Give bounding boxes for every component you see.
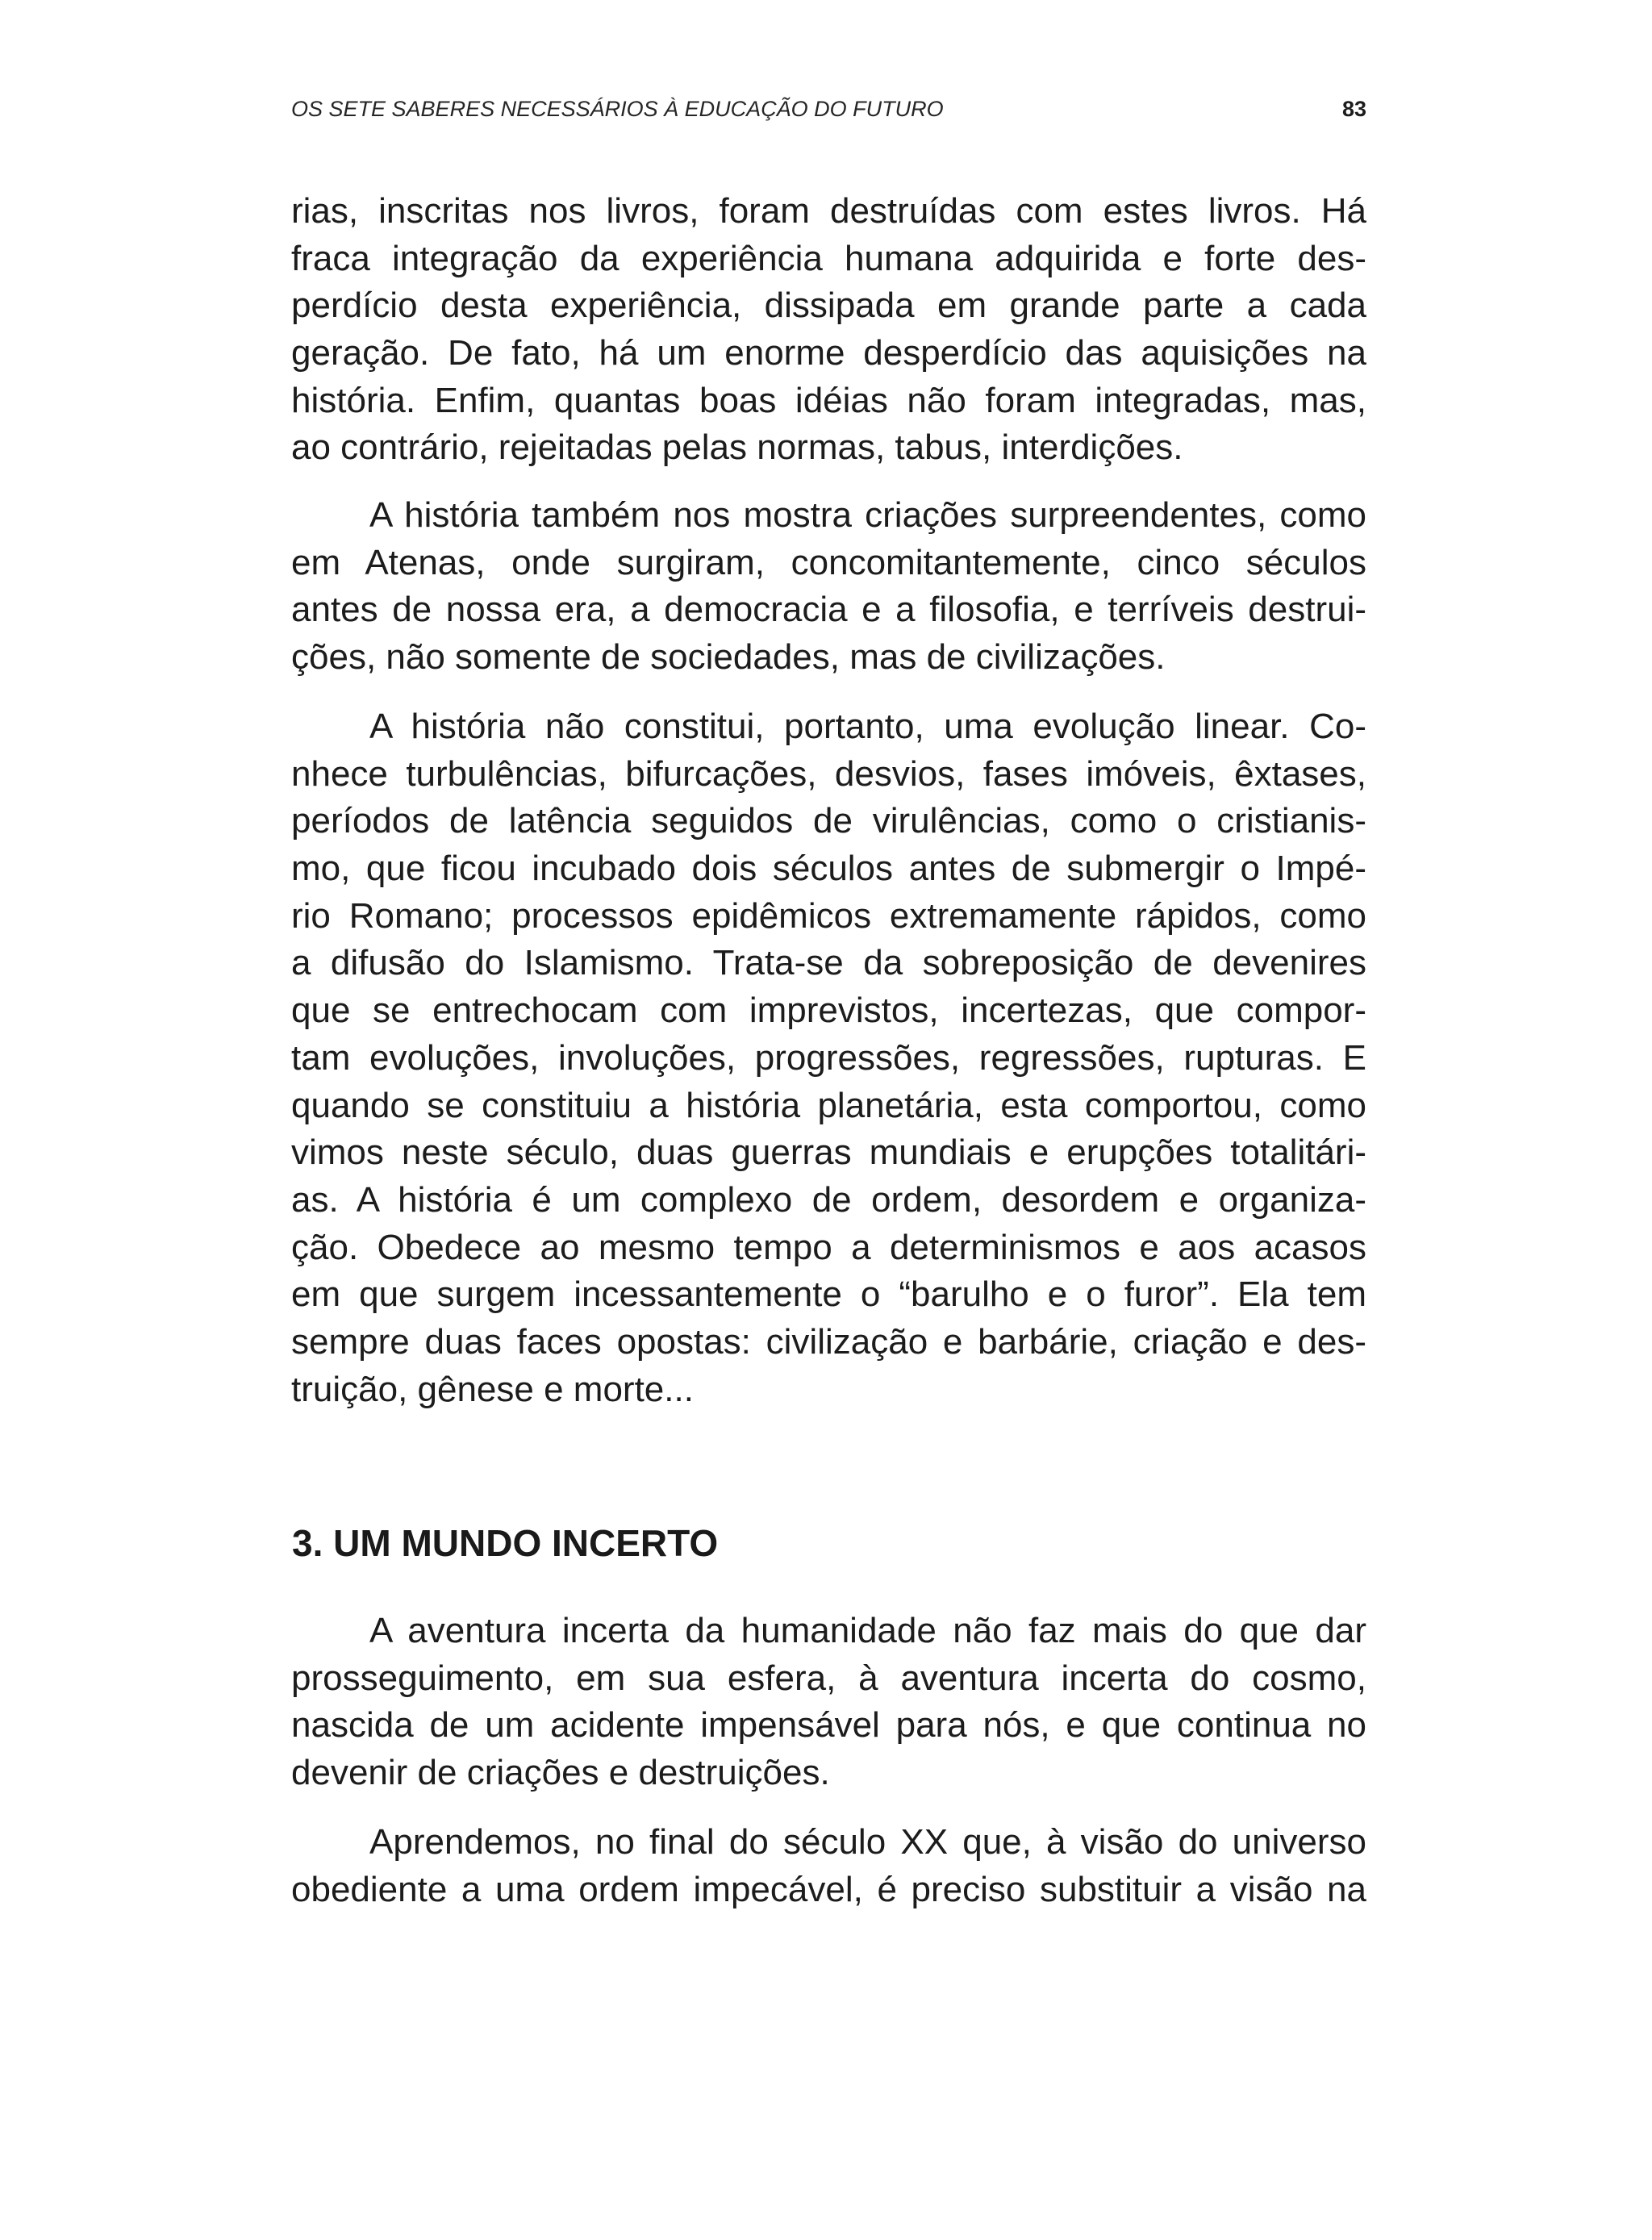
text-line: A história também nos mostra criações surpreendentes, como	[369, 495, 1366, 535]
text-line: obediente a uma ordem impecável, é preciso substituir a visão na	[291, 1869, 1366, 1909]
text-line: perdício desta experiência, dissipada em grande parte a cada	[291, 286, 1366, 326]
paragraph	[291, 1608, 1366, 1797]
text-line: rias, inscritas nos livros, foram destruídas com estes livros. Há	[291, 191, 1366, 231]
text-line: em que surgem incessantemente o “barulho e o furor”. Ela tem	[291, 1274, 1366, 1315]
text-line: prosseguimento, em sua esfera, à aventura incerta do cosmo,	[291, 1658, 1366, 1698]
text-line: a difusão do Islamismo. Trata-se da sobreposição de devenires	[291, 943, 1366, 983]
text-line: devenir de criações e destruições.	[291, 1753, 830, 1793]
text-line: A história não constitui, portanto, uma evolução linear. Co-	[369, 707, 1366, 746]
text-line: fraca integração da experiência humana adquirida e forte des-	[291, 238, 1366, 278]
text-line: geração. De fato, há um enorme desperdício das aquisições na	[291, 333, 1366, 373]
text-line: truição, gênese e morte...	[291, 1369, 694, 1409]
text-line: vimos neste século, duas guerras mundiais e erupções totalitári-	[291, 1133, 1366, 1173]
paragraph	[291, 1819, 1366, 1913]
running-header	[291, 94, 1366, 123]
text-line: as. A história é um complexo de ordem, desordem e organiza-	[291, 1179, 1366, 1220]
text-line: sempre duas faces opostas: civilização e barbárie, criação e des-	[291, 1321, 1366, 1362]
text-line: A aventura incerta da humanidade não faz mais do que dar	[369, 1611, 1366, 1650]
text-line: mo, que ficou incubado dois séculos antes de submergir o Impé-	[291, 849, 1366, 889]
text-line: história. Enfim, quantas boas idéias não foram integradas, mas,	[291, 380, 1366, 420]
text-line: Aprendemos, no final do século XX que, à visão do universo	[369, 1822, 1366, 1862]
running-title: OS SETE SABERES NECESSÁRIOS À EDUCAÇÃO DO FUTURO	[291, 97, 944, 121]
text-line: rio Romano; processos epidêmicos extremamente rápidos, como	[291, 895, 1366, 936]
text-line: nascida de um acidente impensável para nós, e que continua no	[291, 1705, 1366, 1746]
text-line: em Atenas, onde surgiram, concomitantemente, cinco séculos	[291, 542, 1366, 582]
text-line: que se entrechocam com imprevistos, incertezas, que compor-	[291, 991, 1366, 1031]
text-line: quando se constituiu a história planetária, esta comportou, como	[291, 1085, 1366, 1125]
text-line: tam evoluções, involuções, progressões, regressões, rupturas. E	[291, 1037, 1366, 1078]
paragraph	[291, 492, 1366, 682]
text-line: períodos de latência seguidos de virulências, como o cristianis-	[291, 801, 1366, 841]
text-line: ções, não somente de sociedades, mas de civilizações.	[291, 637, 1166, 678]
section-heading: 3. UM MUNDO INCERTO	[292, 1522, 719, 1564]
text-line: ção. Obedece ao mesmo tempo a determinismos e aos acasos	[291, 1227, 1366, 1267]
paragraph	[291, 188, 1366, 472]
paragraph	[291, 703, 1366, 1413]
text-line: ao contrário, rejeitadas pelas normas, tabus, interdições.	[291, 428, 1183, 468]
page-number: 83	[1341, 97, 1366, 121]
text-line: nhece turbulências, bifurcações, desvios, fases imóveis, êxtases,	[291, 753, 1366, 794]
text-line: antes de nossa era, a democracia e a filosofia, e terríveis destrui-	[291, 590, 1366, 630]
